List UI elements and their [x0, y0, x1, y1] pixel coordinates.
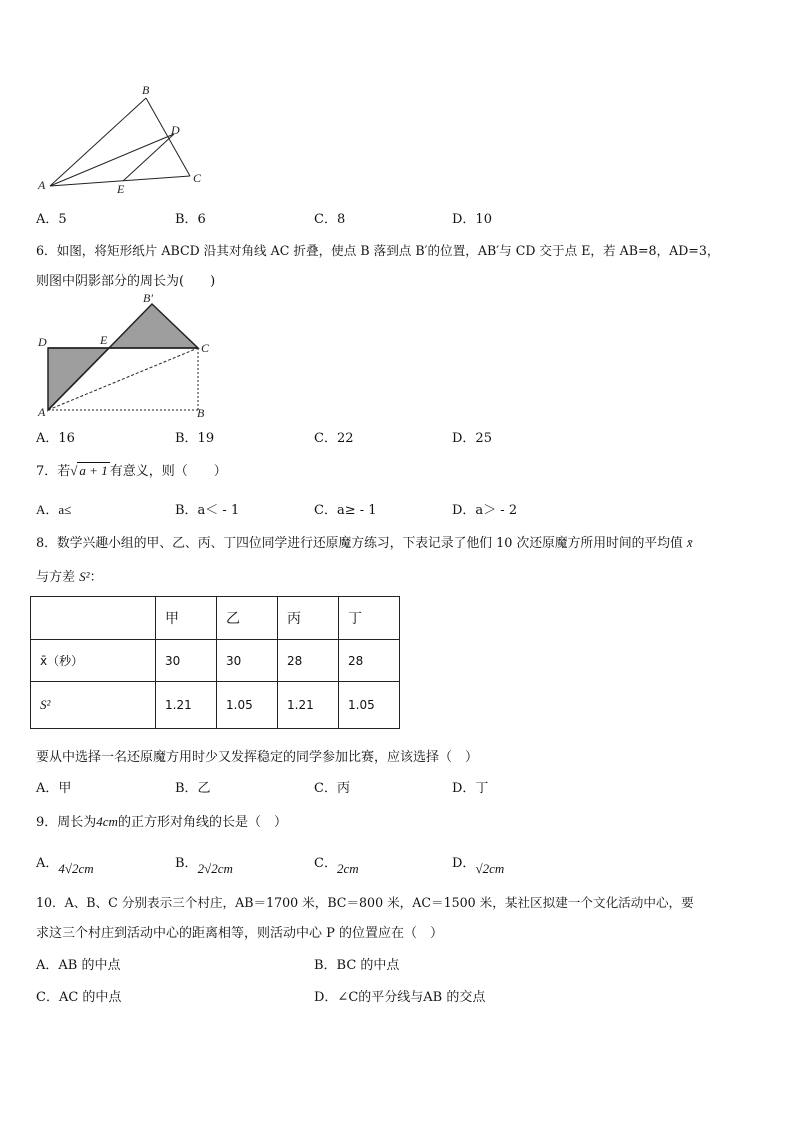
q9-option-c-value: 2cm — [336, 861, 359, 876]
q7-stem — [36, 460, 227, 479]
q7-option-a[interactable]: A．a≤ — [36, 502, 72, 517]
q6-option-d[interactable]: D．25 — [452, 431, 492, 446]
q9-option-a-label: A． — [36, 856, 59, 871]
q5-option-b[interactable]: B．6 — [175, 212, 206, 227]
q5-triangle-figure — [34, 80, 214, 200]
table-header-cell: 乙 — [217, 597, 278, 640]
q10-stem-line2: 求这三个村庄到活动中心的距离相等，则活动中心 P 的位置应在（ ） — [36, 926, 444, 941]
q6-label-a: A — [38, 405, 46, 419]
q10-option-b[interactable]: B．BC 的中点 — [314, 958, 400, 973]
table-cell: 1.21 — [278, 682, 339, 729]
table-header-cell — [31, 597, 156, 640]
q6-option-c[interactable]: C．22 — [314, 431, 354, 446]
q8-stem-line2 — [36, 566, 103, 585]
q9-option-c-label: C． — [314, 856, 337, 871]
table-cell: 30 — [217, 640, 278, 682]
q8-data-table — [30, 596, 400, 729]
q9-perimeter: 4cm — [96, 814, 118, 829]
q8-line2-prefix: 与方差 — [36, 570, 76, 585]
q5-option-a[interactable]: A．5 — [36, 212, 67, 227]
table-header-cell: 丙 — [278, 597, 339, 640]
q7-option-b[interactable]: B．a＜ - 1 — [175, 503, 240, 518]
q5-label-d: D — [171, 123, 180, 137]
q6-label-c: C — [201, 341, 210, 355]
q9-option-b-label: B． — [175, 856, 198, 871]
q5-segment-ed — [123, 134, 174, 181]
table-row — [31, 682, 400, 729]
table-row — [31, 640, 400, 682]
q9-suffix: 的正方形对角线的长是（ ） — [117, 815, 287, 830]
q8-stem-text: 8．数学兴趣小组的甲、乙、丙、丁四位同学进行还原魔方练习，下表记录了他们 10 次还原魔方所用时间的平均值 — [36, 536, 683, 551]
q8-variance-symbol: S² — [79, 569, 90, 584]
table-cell: 1.05 — [217, 682, 278, 729]
q9-option-d-value: √2cm — [475, 861, 505, 876]
q7-option-d[interactable]: D．a＞ - 2 — [452, 503, 518, 518]
q6-shaded-triangle-ebc — [109, 304, 198, 348]
q5-label-b: B — [142, 83, 150, 97]
table-row-label: S² — [31, 682, 156, 729]
q6-option-b[interactable]: B．19 — [175, 431, 215, 446]
table-header-cell: 丁 — [339, 597, 400, 640]
table-cell: 30 — [156, 640, 217, 682]
q7-sqrt-expression: √ a + 1 — [70, 463, 108, 478]
q9-stem — [36, 811, 287, 830]
q5-label-e: E — [117, 182, 125, 196]
q9-option-a[interactable] — [36, 852, 94, 876]
q9-option-c[interactable] — [314, 852, 359, 876]
table-row-label: x̄（秒） — [31, 640, 156, 682]
q6-label-b: B — [197, 406, 205, 420]
q9-option-d[interactable] — [452, 852, 505, 876]
q8-option-c[interactable]: C．丙 — [314, 781, 350, 796]
table-cell: 1.05 — [339, 682, 400, 729]
q9-prefix: 9．周长为 — [36, 815, 97, 830]
q10-option-a[interactable]: A．AB 的中点 — [36, 958, 121, 973]
q8-line2-suffix: ： — [89, 570, 103, 585]
q8-stem-line1 — [36, 532, 693, 551]
q7-radicand: a + 1 — [79, 463, 108, 478]
q8-question: 要从中选择一名还原魔方用时少又发挥稳定的同学参加比赛，应该选择（ ） — [36, 750, 479, 765]
q5-label-a: A — [38, 178, 46, 192]
table-cell: 28 — [278, 640, 339, 682]
q5-label-c: C — [193, 171, 202, 185]
q6-stem-line2: 则图中阴影部分的周长为( ) — [36, 274, 216, 289]
q6-fold-figure — [34, 290, 224, 422]
q8-mean-symbol: x̄ — [686, 536, 693, 550]
q10-stem-line1: 10．A、B、C 分别表示三个村庄，AB＝1700 米，BC＝800 米，AC＝1500 米，某社区拟建一个文化活动中心，要 — [36, 895, 694, 910]
q6-label-bprime: B′ — [143, 291, 153, 305]
q6-stem-line1: 6．如图，将矩形纸片 ABCD 沿其对角线 AC 折叠，使点 B 落到点 B′的位置，AB′与 CD 交于点 E，若 AB=8，AD=3， — [36, 243, 720, 258]
q8-option-a[interactable]: A．甲 — [36, 781, 72, 796]
q6-label-d: D — [38, 335, 47, 349]
q7-suffix: 有意义，则（ ） — [109, 464, 227, 479]
q5-option-d[interactable]: D．10 — [452, 212, 492, 227]
q9-option-a-value: 4√2cm — [58, 861, 94, 876]
table-header-row — [31, 597, 400, 640]
q9-option-d-label: D． — [452, 856, 476, 871]
q7-option-c[interactable]: C．a≥ - 1 — [314, 503, 377, 518]
q6-option-a[interactable]: A．16 — [36, 431, 75, 446]
table-header-cell: 甲 — [156, 597, 217, 640]
q9-option-b-value: 2√2cm — [197, 861, 233, 876]
table-cell: 1.21 — [156, 682, 217, 729]
q5-option-c[interactable]: C．8 — [314, 212, 346, 227]
q7-prefix: 7．若 — [36, 464, 71, 479]
q10-option-d[interactable]: D．∠C的平分线与AB 的交点 — [314, 990, 486, 1005]
q6-label-e: E — [100, 333, 108, 347]
q10-option-c[interactable]: C．AC 的中点 — [36, 990, 122, 1005]
table-cell: 28 — [339, 640, 400, 682]
q8-option-b[interactable]: B．乙 — [175, 781, 211, 796]
q8-option-d[interactable]: D．丁 — [452, 781, 489, 796]
q9-option-b[interactable] — [175, 852, 233, 876]
